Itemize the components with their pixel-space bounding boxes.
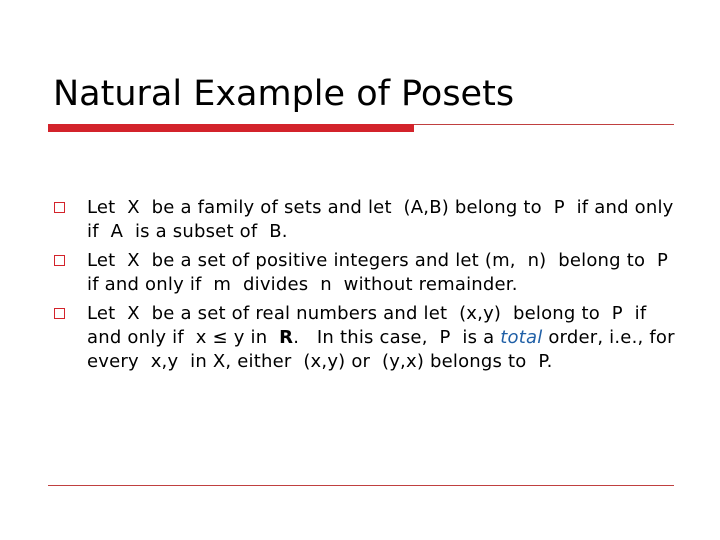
real-numbers-symbol: R	[279, 327, 294, 348]
hollow-square-bullet-icon	[54, 255, 65, 266]
bullet-text: Let X be a family of sets and let (A,B) belong to P if and only if A is a subset of B.	[87, 197, 680, 242]
bullet-item-reals	[52, 302, 682, 374]
bullet-text-start: Let X be a set of real numbers and let (x,y) belong to P if and only if x ≤ y in	[87, 303, 653, 348]
bullet-item-sets	[52, 196, 682, 244]
emphasis-total: total	[500, 327, 543, 348]
bullet-item-integers	[52, 249, 682, 297]
slide-title: Natural Example of Posets	[53, 74, 515, 114]
bullet-text: Let X be a set of positive integers and let (m, n) belong to P if and only if m divides n without remainder.	[87, 250, 680, 295]
bullet-text-end: order, i.e., for every x,y in X, either (x,y) or (y,x) belongs to P.	[87, 327, 681, 372]
hollow-square-bullet-icon	[54, 202, 65, 213]
hollow-square-bullet-icon	[54, 308, 65, 319]
bullet-list	[52, 196, 682, 374]
bullet-text-middle: . In this case, P is a	[293, 327, 501, 348]
footer-rule	[48, 485, 674, 486]
title-underline-accent	[48, 124, 414, 132]
